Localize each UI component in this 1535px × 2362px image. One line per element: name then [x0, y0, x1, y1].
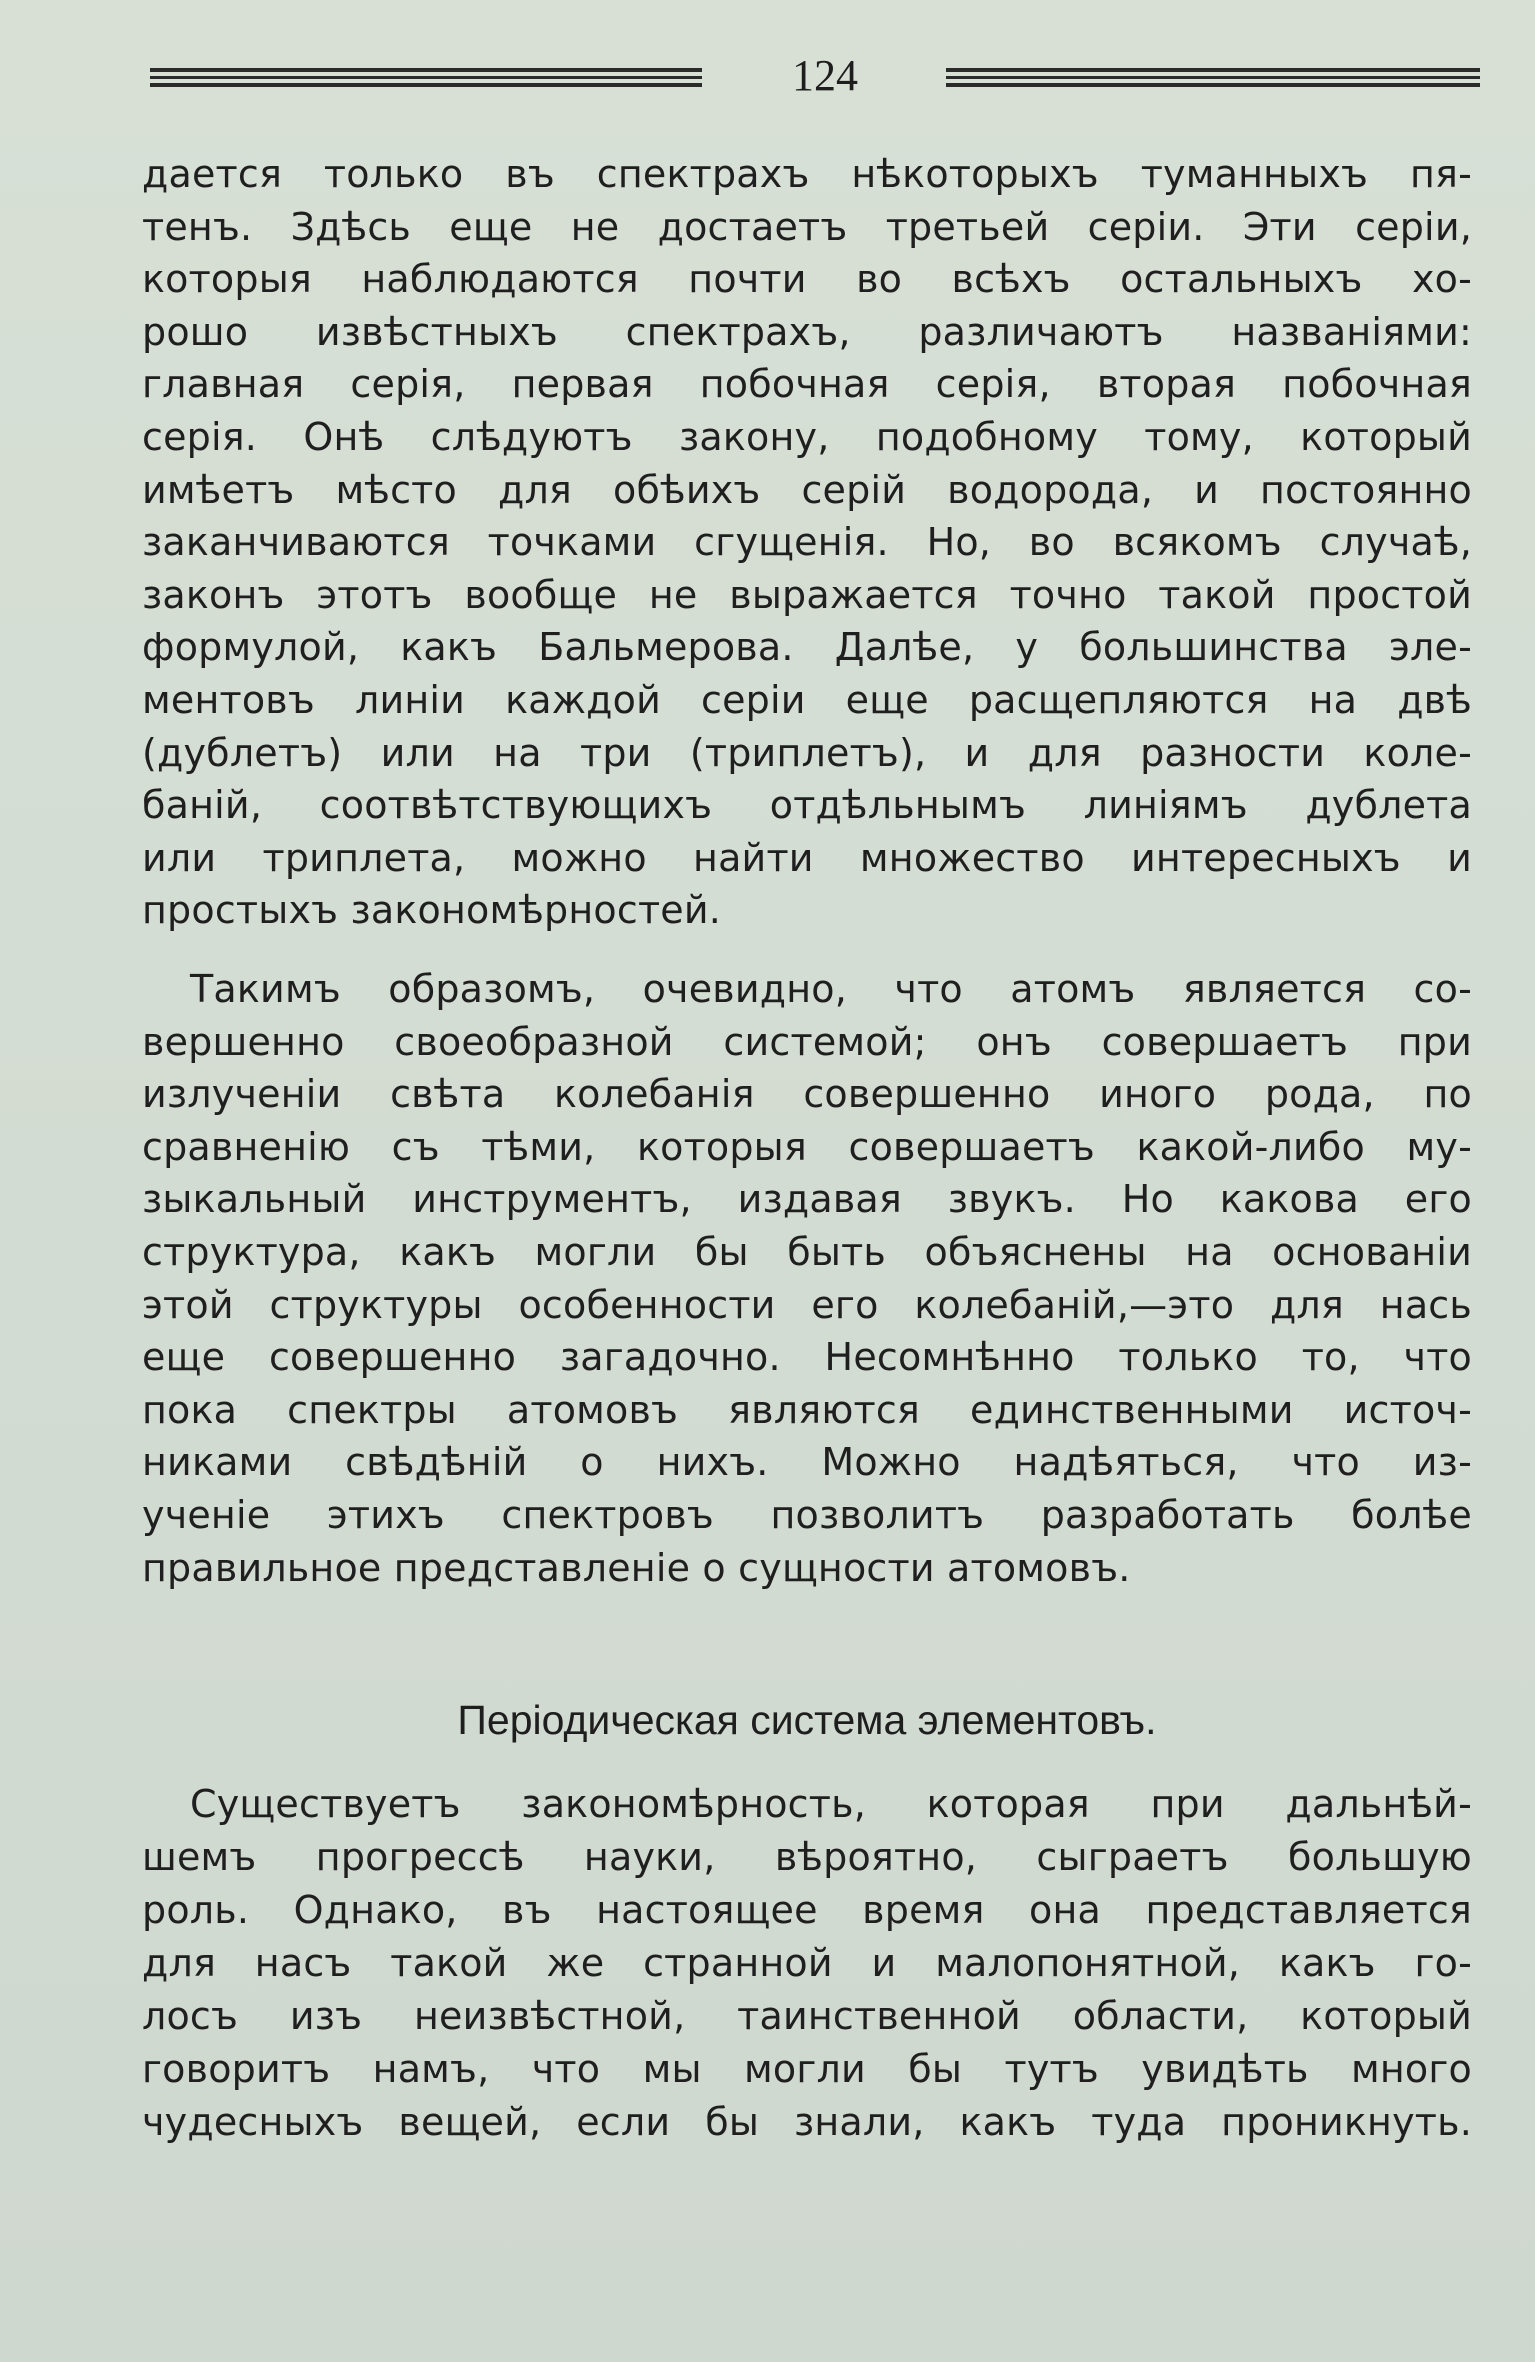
text-line: или триплета, можно найти множество интересныхъ и — [142, 835, 1472, 880]
text-line: формулой, какъ Бальмерова. Далѣе, у большинства эле- — [142, 625, 1472, 670]
header-rule-right — [946, 68, 1480, 90]
section-heading: Періодическая система элементовъ. — [457, 1697, 1157, 1743]
paragraph-atom-structure — [142, 963, 1472, 1594]
text-line: заканчиваются точками сгущенія. Но, во всякомъ случаѣ, — [142, 520, 1472, 565]
text-line: (дублетъ) или на три (триплетъ), и для разности коле- — [142, 730, 1472, 775]
text-line: дается только въ спектрахъ нѣкоторыхъ туманныхъ пя- — [142, 152, 1472, 196]
text-line: структура, какъ могли бы быть объяснены на основаніи — [142, 1229, 1472, 1274]
text-line: пока спектры атомовъ являются единственными источ- — [142, 1387, 1472, 1432]
text-line: никами свѣдѣній о нихъ. Можно надѣяться, что из- — [142, 1440, 1472, 1485]
text-line: лосъ изъ неизвѣстной, таинственной области, который — [142, 1994, 1472, 2038]
text-line: простыхъ закономѣрностей. — [142, 888, 722, 933]
text-line: имѣетъ мѣсто для обѣихъ серій водорода, и постоянно — [142, 467, 1472, 512]
text-line: этой структуры особенности его колебаній,—это для нась — [142, 1282, 1472, 1327]
text-line: еще совершенно загадочно. Несомнѣнно только то, что — [142, 1335, 1472, 1380]
text-line: серія. Онѣ слѣдуютъ закону, подобному тому, который — [142, 414, 1472, 459]
text-line: роль. Однако, въ настоящее время она представляется — [142, 1888, 1472, 1932]
text-line: ученіе этихъ спектровъ позволитъ разработать болѣе — [142, 1492, 1472, 1537]
text-line: баній, соотвѣтствующихъ отдѣльнымъ линіямъ дублета — [142, 783, 1472, 828]
text-line: сравненію съ тѣми, которыя совершаетъ какой-либо му- — [142, 1124, 1472, 1169]
text-line: которыя наблюдаются почти во всѣхъ остальныхъ хо- — [142, 257, 1472, 302]
header-rule-left — [150, 68, 702, 90]
text-line: вершенно своеобразной системой; онъ совершаетъ при — [142, 1019, 1472, 1064]
text-line: для насъ такой же странной и малопонятной, какъ го- — [142, 1941, 1472, 1985]
text-line: ментовъ линіи каждой серіи еще расщепляются на двѣ — [142, 677, 1472, 722]
text-line: законъ этотъ вообще не выражается точно такой простой — [142, 572, 1472, 617]
text-line: говоритъ намъ, что мы могли бы тутъ увидѣть много — [142, 2047, 1472, 2091]
text-line: Такимъ образомъ, очевидно, что атомъ является со- — [190, 967, 1472, 1011]
text-line: излученіи свѣта колебанія совершенно иного рода, по — [142, 1072, 1472, 1117]
page-number: 124 — [792, 51, 858, 100]
text-line: главная серія, первая побочная серія, вторая побочная — [142, 362, 1472, 407]
text-line: правильное представленіе о сущности атомовъ. — [142, 1545, 1131, 1590]
page-header — [150, 48, 1480, 108]
text-line: зыкальный инструментъ, издавая звукъ. Но какова его — [142, 1177, 1472, 1222]
text-line: тенъ. Здѣсь еще не достаетъ третьей серіи. Эти серіи, — [142, 204, 1472, 249]
text-line: шемъ прогрессѣ науки, вѣроятно, сыграетъ большую — [142, 1835, 1472, 1879]
text-line: Существуетъ закономѣрность, которая при дальнѣй- — [190, 1782, 1472, 1826]
text-line: рошо извѣстныхъ спектрахъ, различаютъ названіями: — [142, 309, 1472, 354]
text-line: чудесныхъ вещей, если бы знали, какъ туда проникнуть. — [142, 2100, 1472, 2144]
paragraph-periodic-system — [142, 1778, 1472, 2149]
paragraph-spectral-series — [142, 148, 1472, 937]
